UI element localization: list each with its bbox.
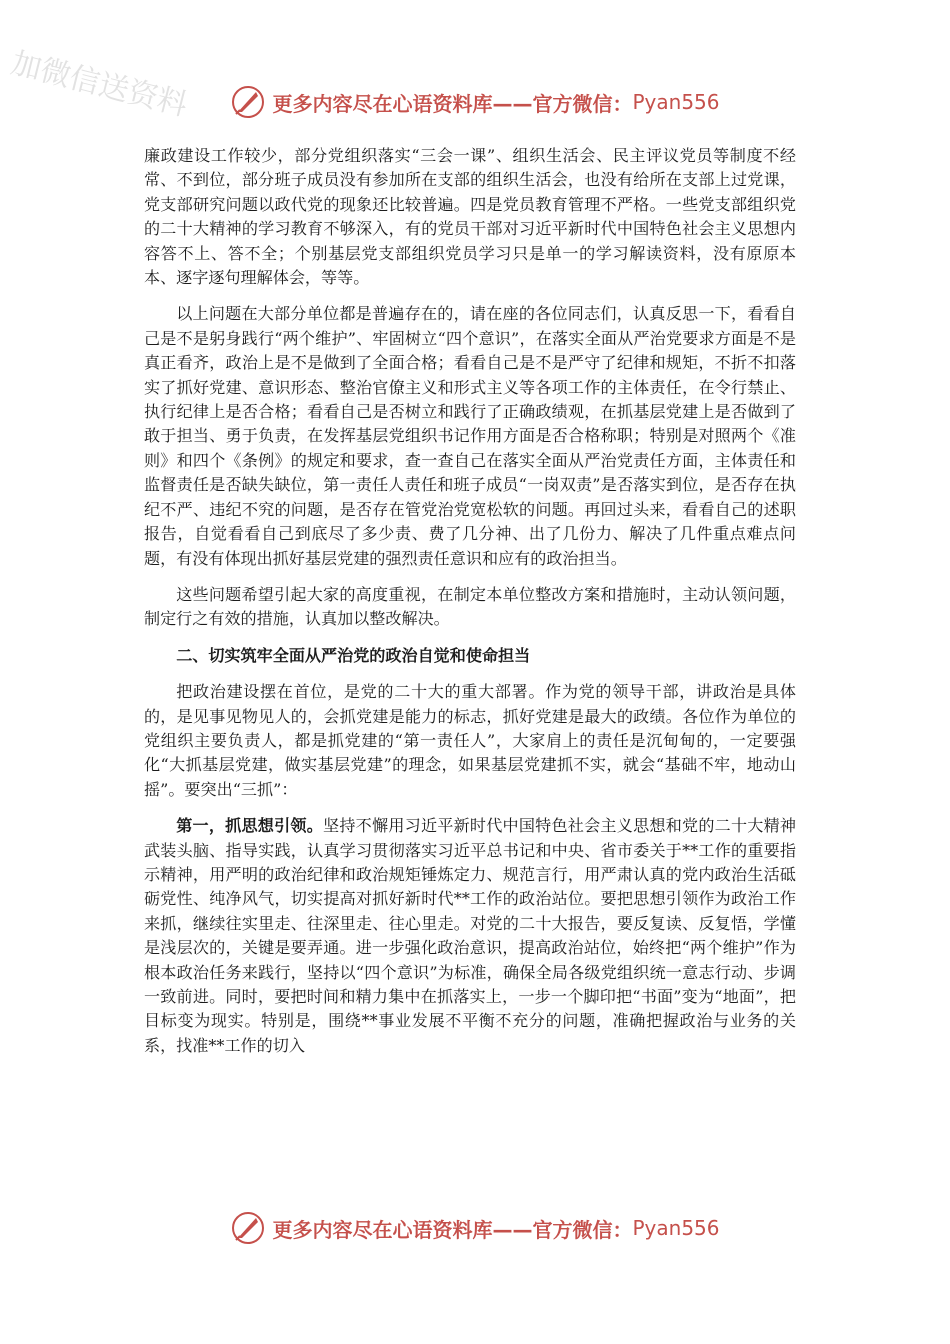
banner-wechat-id: Pyan556 [632,1216,720,1240]
section-heading: 二、切实筑牢全面从严治党的政治自觉和使命担当 [176,645,531,665]
watermark-text: 加微信送资料 [7,45,191,124]
point-1-lead: 第一，抓思想引领。 [176,816,324,836]
paragraph-point-1 [144,814,796,1058]
paragraph-4: 把政治建设摆在首位，是党的二十大的重大部署。作为党的领导干部，讲政治是具体的，是见事见物见人的，会抓党建是能力的标志，抓好党建是最大的政绩。各位作为单位的党组织主要负责人，都是抓党建的“第一责任人”，大家肩上的责任是沉甸甸的，一定要强化“大抓基层党建，做实基层党建”的理念，如果基层党建抓不实，就会“基础不牢，地动山摇”。要突出“三抓”： [144,682,796,799]
paragraph-1: 廉政建设工作较少，部分党组织落实“三会一课”、组织生活会、民主评议党员等制度不经常、不到位，部分班子成员没有参加所在支部的组织生活会，也没有给所在支部上过党课，党支部研究问题以政代党的现象还比较普遍。四是党员教育管理不严格。一些党支部组织党的二十大精神的学习教育不够深入，有的党员干部对习近平新时代中国特色社会主义思想内容答不上、答不全；个别基层党支部组织党员学习只是单一的学习解读资料，没有原原本本、逐字逐句理解体会，等等。 [144,146,796,288]
banner-text: 更多内容尽在心语资料库——官方微信： [272,91,633,116]
point-1-body: 坚持不懈用习近平新时代中国特色社会主义思想和党的二十大精神武装头脑、指导实践，认真学习贯彻落实习近平总书记和中央、省市委关于**工作的重要指示精神，用严明的政治纪律和政治规矩锤炼定力、规范言行，用严肃认真的党内政治生活砥砺党性、纯净风气，切实提高对抓好新时代**工作的政治站位。要把思想引领作为政治工作来抓，继续往实里走、往深里走、往心里走。对党的二十大报告，要反复读、反复悟，学懂是浅层次的，关键是要弄通。进一步强化政治意识，提高政治站位，始终把“两个维护”作为根本政治任务来践行，坚持以“四个意识”为标准，确保全局各级党组织统一意志行动、步调一致前进。同时，要把时间和精力集中在抓落实上，一步一个脚印把“书面”变为“地面”，把目标变为现实。特别是，围绕**事业发展不平衡不充分的问题，准确把握政治与业务的关系，找准**工作的切入 [144,816,797,1055]
paragraph-2: 以上问题在大部分单位都是普遍存在的，请在座的各位同志们，认真反思一下，看看自己是不是躬身践行“两个维护”、牢固树立“四个意识”，在落实全面从严治党要求方面是不是真正看齐，政治上是不是做到了全面合格；看看自己是不是严守了纪律和规矩，不折不扣落实了抓好党建、意识形态、整治官僚主义和形式主义等各项工作的主体责任，在令行禁止、执行纪律上是否合格；看看自己是否树立和践行了正确政绩观，在抓基层党建上是否做到了敢于担当、勇于负责，在发挥基层党组织书记作用方面是否合格称职；特别是对照两个《准则》和四个《条例》的规定和要求，查一查自己在落实全面从严治党责任方面，主体责任和监督责任是否缺失缺位，第一责任人责任和班子成员“一岗双责”是否落实到位，是否存在执纪不严、违纪不究的问题，是否存在管党治党宽松软的问题。再回过头来，看看自己的述职报告，自觉看看自己到底尽了多少责、费了几分神、出了几份力、解决了几件重点难点问题，有没有体现出抓好基层党建的强烈责任意识和应有的政治担当。 [144,304,796,568]
quill-logo-icon [230,1210,266,1246]
paragraph-3: 这些问题希望引起大家的高度重视，在制定本单位整改方案和措施时，主动认领问题，制定行之有效的措施，认真加以整改解决。 [144,584,796,629]
quill-logo-icon [230,84,266,120]
document-body [144,144,796,1070]
banner-text: 更多内容尽在心语资料库——官方微信： [272,1217,633,1242]
footer-banner [0,1208,950,1248]
header-banner [0,82,950,122]
banner-wechat-id: Pyan556 [632,90,720,114]
